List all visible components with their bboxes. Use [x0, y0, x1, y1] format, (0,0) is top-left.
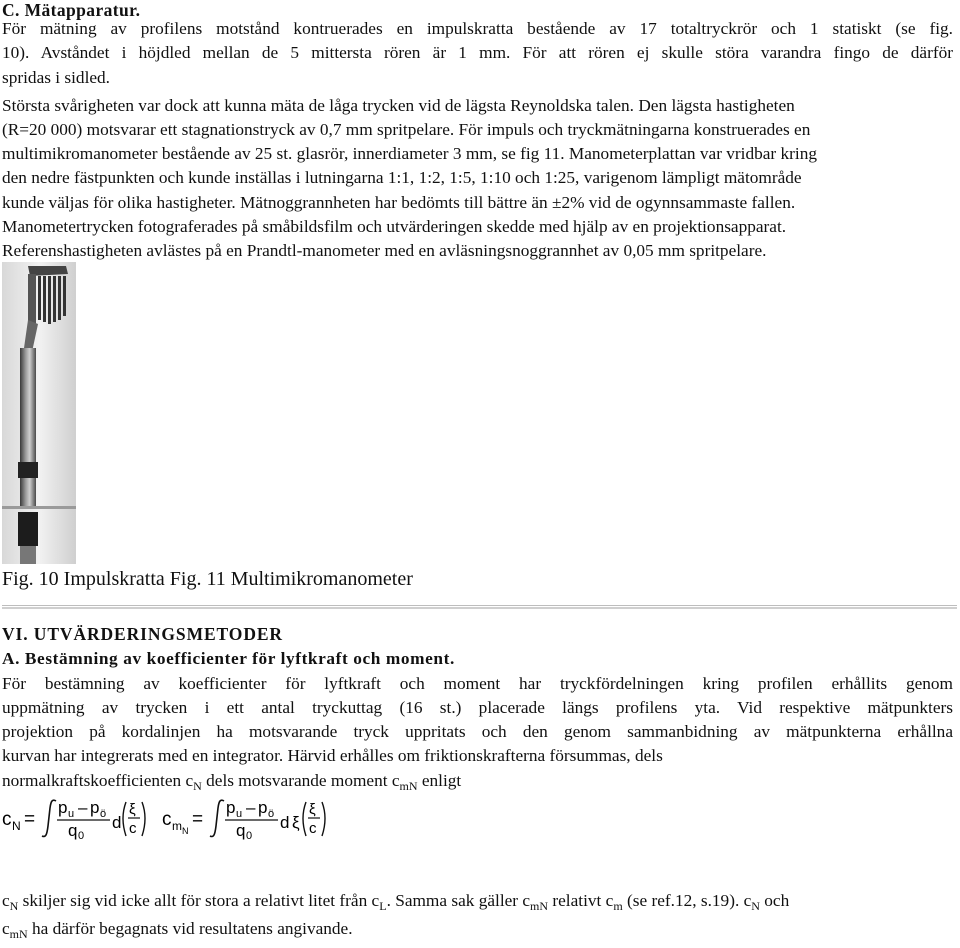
subsection-a-heading: A. Bestämning av koefficienter för lyftkraft och moment. [2, 649, 455, 668]
text-line: $c_N$ skiljer sig vid icke allt för stora a relativt litet från $c_L$. Samma sak gäller $c_{mN}$ relativt $c_m$ (se ref.12, s.19). $c_N$ och [2, 891, 790, 913]
text-line: 10). Avståndet i höjdled mellan de 5 mittersta rören är 1 mm. För att rören ej skulle störa varandra fingo de därför [2, 43, 953, 62]
text-line: kunde väljas för olika hastigheter. Mätnoggrannheten har bedömts till bättre än ±2% vid de ogynnsammaste fallen. [2, 193, 796, 212]
formula-num2-sub: ö [100, 808, 107, 820]
formula2-xi: ξ [309, 801, 316, 818]
formula2-den-sub: 0 [246, 830, 253, 842]
section-vi-heading: VI. UTVÄRDERINGSMETODER [2, 624, 283, 644]
formula2-xi-inline: ξ [292, 813, 300, 832]
text-line: Största svårigheten var dock att kunna mäta de låga trycken vid de lägsta Reynoldska talen. Den lägsta hastigheten [2, 96, 795, 115]
formula-lhs2-sub: m [172, 819, 182, 833]
coefficient-formula [2, 796, 334, 842]
text-line: uppmätning av trycken i ett antal tryckuttag (16 st.) placerade längs profilens yta. Vid respektive mätpunkters [2, 698, 953, 717]
text-line: $c_{mN}$ ha därför begagnats vid resultatens angivande. [2, 919, 353, 941]
formula-num-sub: u [68, 808, 75, 820]
text-line: projektion på kordalinjen ha motsvarande tryck uppritats och den genom sammanbidning av mätpunkterna erhållna [2, 722, 953, 741]
formula-c: c [129, 820, 137, 837]
formula-eq2: = [192, 809, 204, 830]
impulse-rake-photo [2, 262, 76, 564]
formula-lhs2: c [162, 809, 172, 830]
formula-eq: = [24, 809, 36, 830]
text-line: multimikromanometer bestående av 25 st. glasrör, innerdiameter 3 mm, se fig 11. Manometerplattan var vridbar kring [2, 144, 817, 163]
formula-den-sub: 0 [78, 830, 85, 842]
text-line: (R=20 000) motsvarar ett stagnationstryck av 0,7 mm spritpelare. För impuls och tryckmätningarna konstruerades en [2, 120, 811, 139]
formula-lhs1: c [2, 809, 12, 830]
formula-lhs2-subsub: N [182, 826, 189, 836]
text-line: För bestämning av koefficienter för lyftkraft och moment har tryckfördelningen kring profilen erhållits genom [2, 674, 953, 693]
horizontal-rule [2, 605, 957, 609]
formula-xi: ξ [129, 801, 136, 818]
text-line: normalkraftskoefficienten $c_N$ dels motsvarande moment $c_{mN}$ enligt [2, 771, 462, 793]
formula-lhs1-sub: N [12, 819, 21, 833]
text-line: den nedre fästpunkten och kunde inställas i lutningarna 1:1, 1:2, 1:5, 1:10 och 1:25, varigenom lämpligt mätområde [2, 168, 802, 187]
formula-num-p: p [58, 798, 68, 817]
text-line: Manometertrycken fotograferades på småbildsfilm och utvärderingen skedde med hjälp av en projektionsapparat. [2, 217, 787, 236]
text-line: kurvan har integrerats med en integrator. Härvid erhålles om friktionskrafterna försummas, dels [2, 746, 663, 765]
formula2-num-sub: u [236, 808, 243, 820]
formula2-den-q: q [236, 821, 246, 840]
section-c-heading: C. Mätapparatur. [2, 0, 141, 20]
formula2-d: d [280, 813, 290, 832]
formula2-c: c [309, 820, 317, 837]
formula2-num-p: p [226, 798, 236, 817]
formula-minus: – [78, 798, 88, 817]
formula-num-p2: p [90, 798, 100, 817]
formula2-num2-sub: ö [268, 808, 275, 820]
figure-caption: Fig. 10 Impulskratta Fig. 11 Multimikromanometer [2, 568, 413, 590]
formula2-minus: – [246, 798, 256, 817]
formula-d: d [112, 813, 122, 832]
formula-den-q: q [68, 821, 78, 840]
formula2-num-p2: p [258, 798, 268, 817]
text-line: spridas i sidled. [2, 68, 110, 87]
text-line: Referenshastigheten avlästes på en Prandtl-manometer med en avläsningsnoggrannhet av 0,05 mm spritpelare. [2, 241, 767, 260]
text-line: För mätning av profilens motstånd kontruerades en impulskratta bestående av 17 totaltryckrör och 1 statiskt (se fig. [2, 19, 953, 38]
